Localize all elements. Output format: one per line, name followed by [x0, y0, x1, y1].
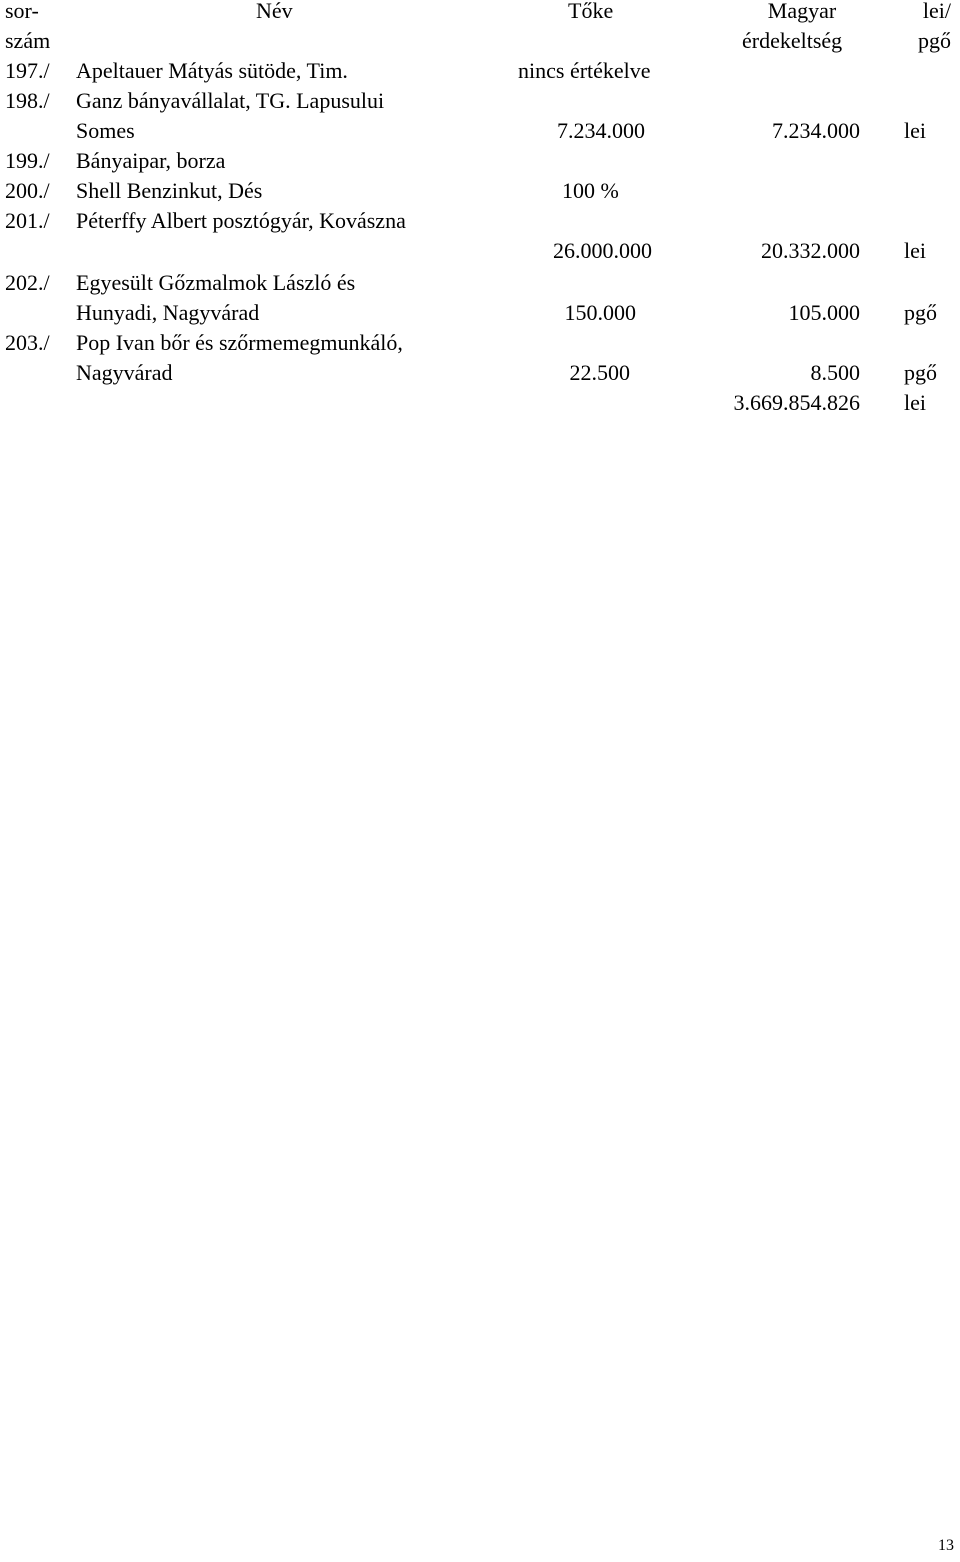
row-currency: pgő: [904, 300, 937, 325]
row-currency: lei: [904, 118, 926, 143]
row-capital: 7.234.000: [557, 118, 645, 143]
row-name: Apeltauer Mátyás sütöde, Tim.: [76, 58, 348, 83]
row-number: 200./: [5, 178, 50, 203]
row-capital: 150.000: [564, 300, 636, 325]
row-number: 198./: [5, 88, 50, 113]
header-number-label-2: szám: [5, 28, 51, 53]
row-currency: lei: [904, 238, 926, 263]
row-name: Péterffy Albert posztógyár, Kovászna: [76, 208, 406, 233]
header-name-label: Név: [256, 0, 293, 23]
header-capital-label: Tőke: [568, 0, 614, 23]
row-interest: 8.500: [810, 360, 860, 385]
row-interest: 105.000: [788, 300, 860, 325]
row-currency: pgő: [904, 360, 937, 385]
row-name: Ganz bányavállalat, TG. Lapusului: [76, 88, 385, 113]
header-currency-label-1: lei/: [922, 0, 951, 23]
row-number: 203./: [5, 330, 50, 355]
total-currency: lei: [904, 390, 926, 415]
row-number: 197./: [5, 58, 50, 83]
header-currency-label-2: pgő: [918, 28, 951, 53]
row-capital: 26.000.000: [553, 238, 652, 263]
row-interest: 7.234.000: [772, 118, 860, 143]
row-name-continued: Hunyadi, Nagyvárad: [76, 300, 260, 325]
header-interest-label-2: érdekeltség: [742, 28, 843, 53]
row-number: 201./: [5, 208, 50, 233]
row-number: 199./: [5, 148, 50, 173]
header-number-label-1: sor-: [5, 0, 39, 23]
row-capital: 22.500: [569, 360, 630, 385]
row-name: Pop Ivan bőr és szőrmemegmunkáló,: [76, 330, 403, 355]
row-name: Egyesült Gőzmalmok László és: [76, 270, 356, 295]
row-interest: 20.332.000: [761, 238, 860, 263]
page-number: 13: [938, 1537, 954, 1554]
row-name: Shell Benzinkut, Dés: [76, 178, 263, 203]
row-name-continued: Nagyvárad: [76, 360, 173, 385]
row-capital: 100 %: [562, 178, 619, 203]
total-interest: 3.669.854.826: [733, 390, 860, 415]
row-capital: nincs értékelve: [518, 58, 651, 83]
row-name-continued: Somes: [76, 118, 135, 143]
row-number: 202./: [5, 270, 50, 295]
header-interest-label-1: Magyar: [767, 0, 837, 23]
row-name: Bányaipar, borza: [76, 148, 226, 173]
